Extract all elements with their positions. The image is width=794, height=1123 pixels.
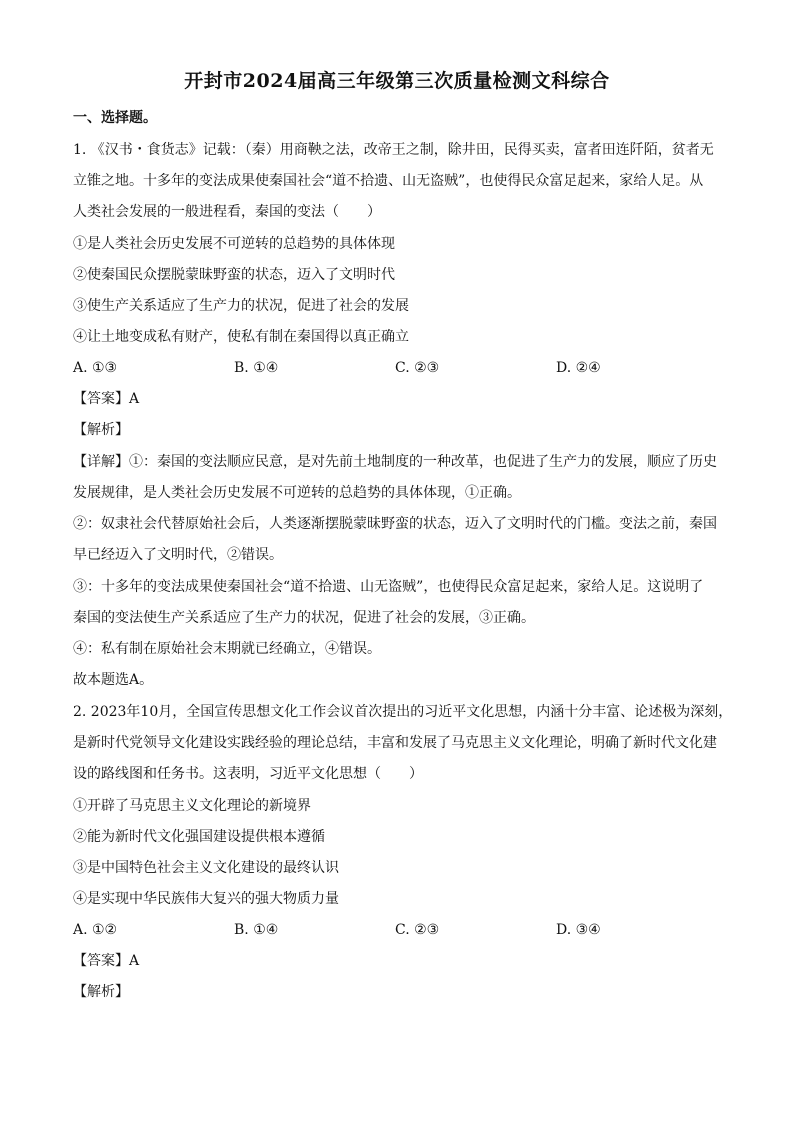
q2-option-b: B. ①④ (234, 922, 279, 938)
q2-statement: ④是实现中华民族伟大复兴的强大物质力量 (73, 891, 339, 907)
q2-answer: 【答案】A (73, 953, 140, 969)
q1-stem-line: 立锥之地。十多年的变法成果使秦国社会“道不拾遗、山无盗贼”，也使得民众富足起来，家给人足。从 (73, 173, 704, 189)
q2-option-c: C. ②③ (395, 922, 440, 938)
q1-stem-line: 1. 《汉书・食货志》记载：（秦）用商鞅之法，改帝王之制，除井田，民得买卖，富者田连阡陌，贫者无 (73, 142, 714, 158)
q1-stem-line: 人类社会发展的一般进程看，秦国的变法（ ） (73, 204, 381, 220)
q1-option-c: C. ②③ (395, 360, 440, 376)
q2-statement: ③是中国特色社会主义文化建设的最终认识 (73, 860, 339, 876)
q1-option-b: B. ①④ (234, 360, 279, 376)
q1-options (73, 358, 733, 378)
q2-stem-line: 设的路线图和任务书。这表明，习近平文化思想（ ） (73, 766, 423, 782)
q1-detail-line: 发展规律，是人类社会历史发展不可逆转的总趋势的具体体现，①正确。 (73, 485, 521, 501)
q1-statement: ②使秦国民众摆脱蒙昧野蛮的状态，迈入了文明时代 (73, 267, 395, 283)
q2-stem-line: 2. 2023年10月，全国宣传思想文化工作会议首次提出的习近平文化思想，内涵十分丰富、论述极为深刻， (73, 704, 733, 720)
q1-answer: 【答案】A (73, 391, 140, 407)
q2-stem-line: 是新时代党领导文化建设实践经验的理论总结，丰富和发展了马克思主义文化理论，明确了新时代文化建 (73, 735, 717, 751)
section-heading: 一、选择题。 (73, 110, 157, 126)
q2-option-d: D. ③④ (556, 922, 601, 938)
q1-analysis-label: 【解析】 (73, 422, 129, 438)
q1-detail-line: 早已经迈入了文明时代，②错误。 (73, 547, 283, 563)
q1-detail-line: ②：奴隶社会代替原始社会后，人类逐渐摆脱蒙昧野蛮的状态，迈入了文明时代的门槛。变法之前，秦国 (73, 516, 717, 532)
q1-statement: ③使生产关系适应了生产力的状况，促进了社会的发展 (73, 298, 409, 314)
q1-detail-line: ③：十多年的变法成果使秦国社会“道不拾遗、山无盗贼”，也使得民众富足起来，家给人足。这说明了 (73, 579, 704, 595)
q2-option-a: A. ①② (73, 922, 118, 938)
q1-option-a: A. ①③ (73, 360, 118, 376)
q1-option-d: D. ②④ (556, 360, 601, 376)
q2-analysis-label: 【解析】 (73, 984, 129, 1000)
q2-statement: ①开辟了马克思主义文化理论的新境界 (73, 798, 311, 814)
q1-conclusion: 故本题选A。 (73, 672, 154, 688)
q1-statement: ④让土地变成私有财产，使私有制在秦国得以真正确立 (73, 329, 409, 345)
q2-statement: ②能为新时代文化强国建设提供根本遵循 (73, 829, 325, 845)
document-title: 开封市2024届高三年级第三次质量检测文科综合 (184, 70, 610, 92)
q1-statement: ①是人类社会历史发展不可逆转的总趋势的具体体现 (73, 236, 395, 252)
q1-detail-line: ④：私有制在原始社会末期就已经确立，④错误。 (73, 641, 381, 657)
q1-detail-line: 秦国的变法使生产关系适应了生产力的状况，促进了社会的发展，③正确。 (73, 610, 535, 626)
q2-options (73, 920, 733, 940)
q1-detail-line: 【详解】①：秦国的变法顺应民意，是对先前土地制度的一种改革，也促进了生产力的发展，顺应了历史 (73, 454, 717, 470)
